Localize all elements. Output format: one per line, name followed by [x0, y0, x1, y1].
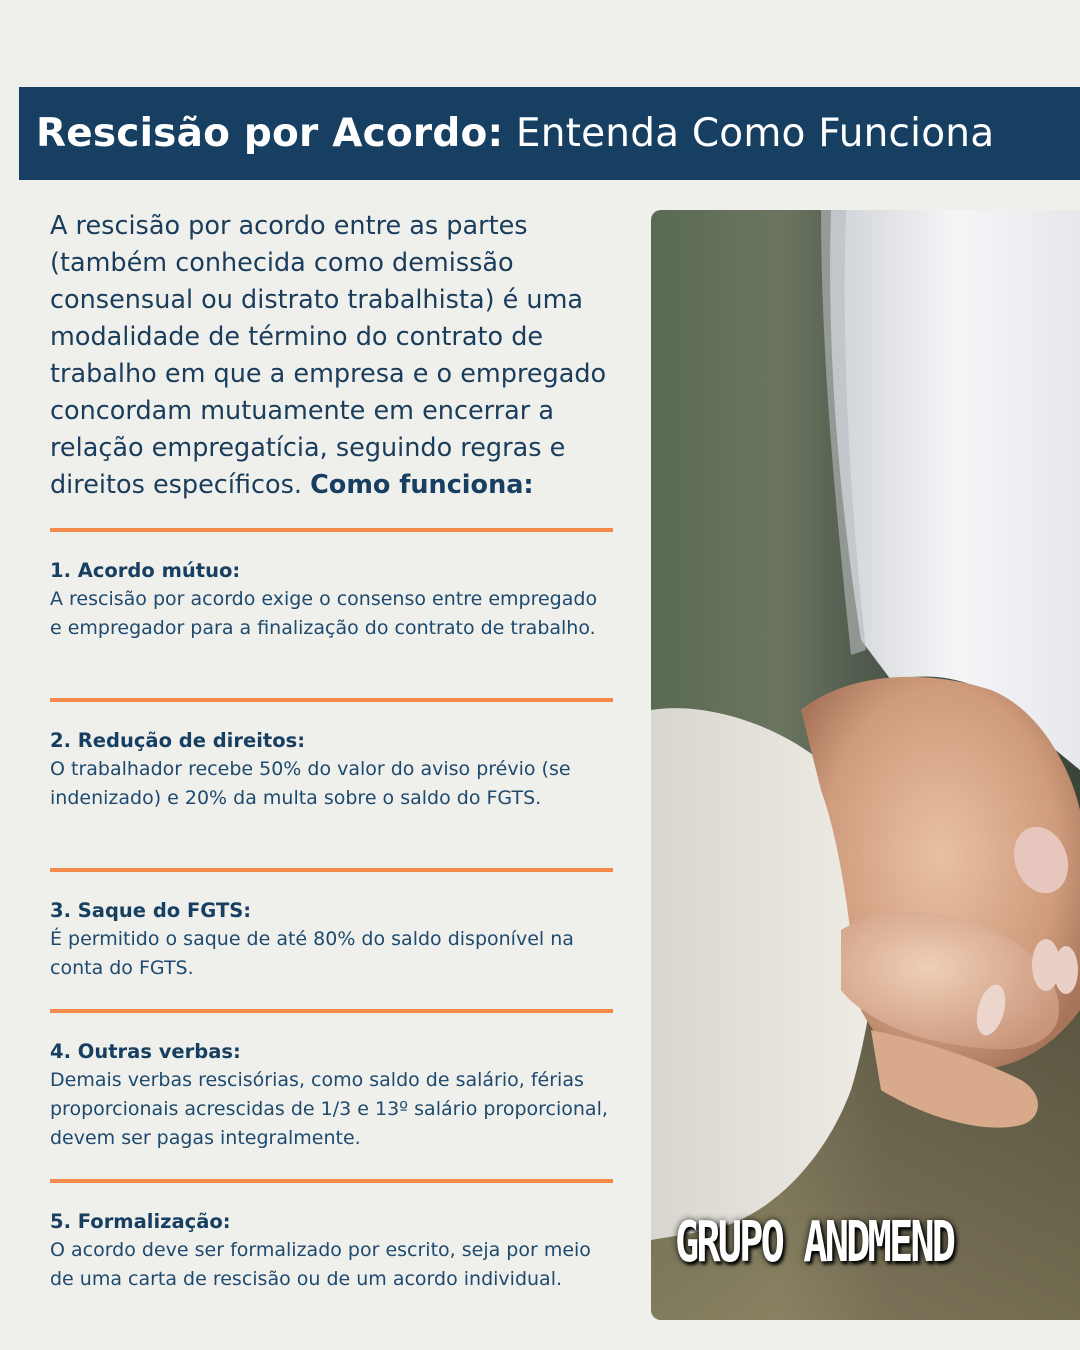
header-banner — [19, 87, 1080, 180]
item-title: 2. Redução de direitos: — [50, 729, 306, 752]
item-body: A rescisão por acordo exige o consenso entre empregado e empregador para a finalização do contrato de trabalho. — [50, 588, 598, 639]
brand-logo: GRUPO ANDMEND — [675, 1210, 954, 1275]
item-body: É permitido o saque de até 80% do saldo disponível na conta do FGTS. — [50, 928, 574, 979]
list-item — [50, 726, 610, 813]
list-item — [50, 1207, 610, 1294]
item-body: O trabalhador recebe 50% do valor do aviso prévio (se indenizado) e 20% da multa sobre o saldo do FGTS. — [50, 758, 571, 809]
item-title: 5. Formalização: — [50, 1210, 231, 1233]
intro-emphasis: Como funciona: — [310, 470, 534, 500]
list-item — [50, 896, 610, 983]
item-body: Demais verbas rescisórias, como saldo de salário, férias proporcionais acrescidas de 1/3 e 13º salário proporcional, devem ser pagas integralmente. — [50, 1069, 608, 1149]
list-item — [50, 556, 610, 643]
fingernail — [1054, 946, 1078, 994]
page-title — [36, 111, 994, 156]
item-body: O acordo deve ser formalizado por escrito, seja por meio de uma carta de rescisão ou de um acordo individual. — [50, 1239, 591, 1290]
item-title: 3. Saque do FGTS: — [50, 899, 252, 922]
list-item — [50, 1037, 610, 1153]
intro-text: A rescisão por acordo entre as partes (também conhecida como demissão consensual ou distrato trabalhista) é uma modalidade de término do contrato de trabalho em que a empresa e o empregado concordam mutuamente em encerrar a relação empregatícia, seguindo regras e direitos específicos. — [50, 211, 607, 500]
divider — [50, 698, 613, 702]
title-light: Entenda Como Funciona — [503, 111, 995, 156]
item-title: 1. Acordo mútuo: — [50, 559, 241, 582]
handshake-photo — [651, 210, 1080, 1320]
intro-paragraph — [50, 208, 650, 504]
item-title: 4. Outras verbas: — [50, 1040, 241, 1063]
divider — [50, 1179, 613, 1183]
title-bold: Rescisão por Acordo: — [36, 111, 504, 156]
handshake-illustration — [651, 210, 1080, 1320]
divider — [50, 868, 613, 872]
divider — [50, 1009, 613, 1013]
divider — [50, 528, 613, 532]
